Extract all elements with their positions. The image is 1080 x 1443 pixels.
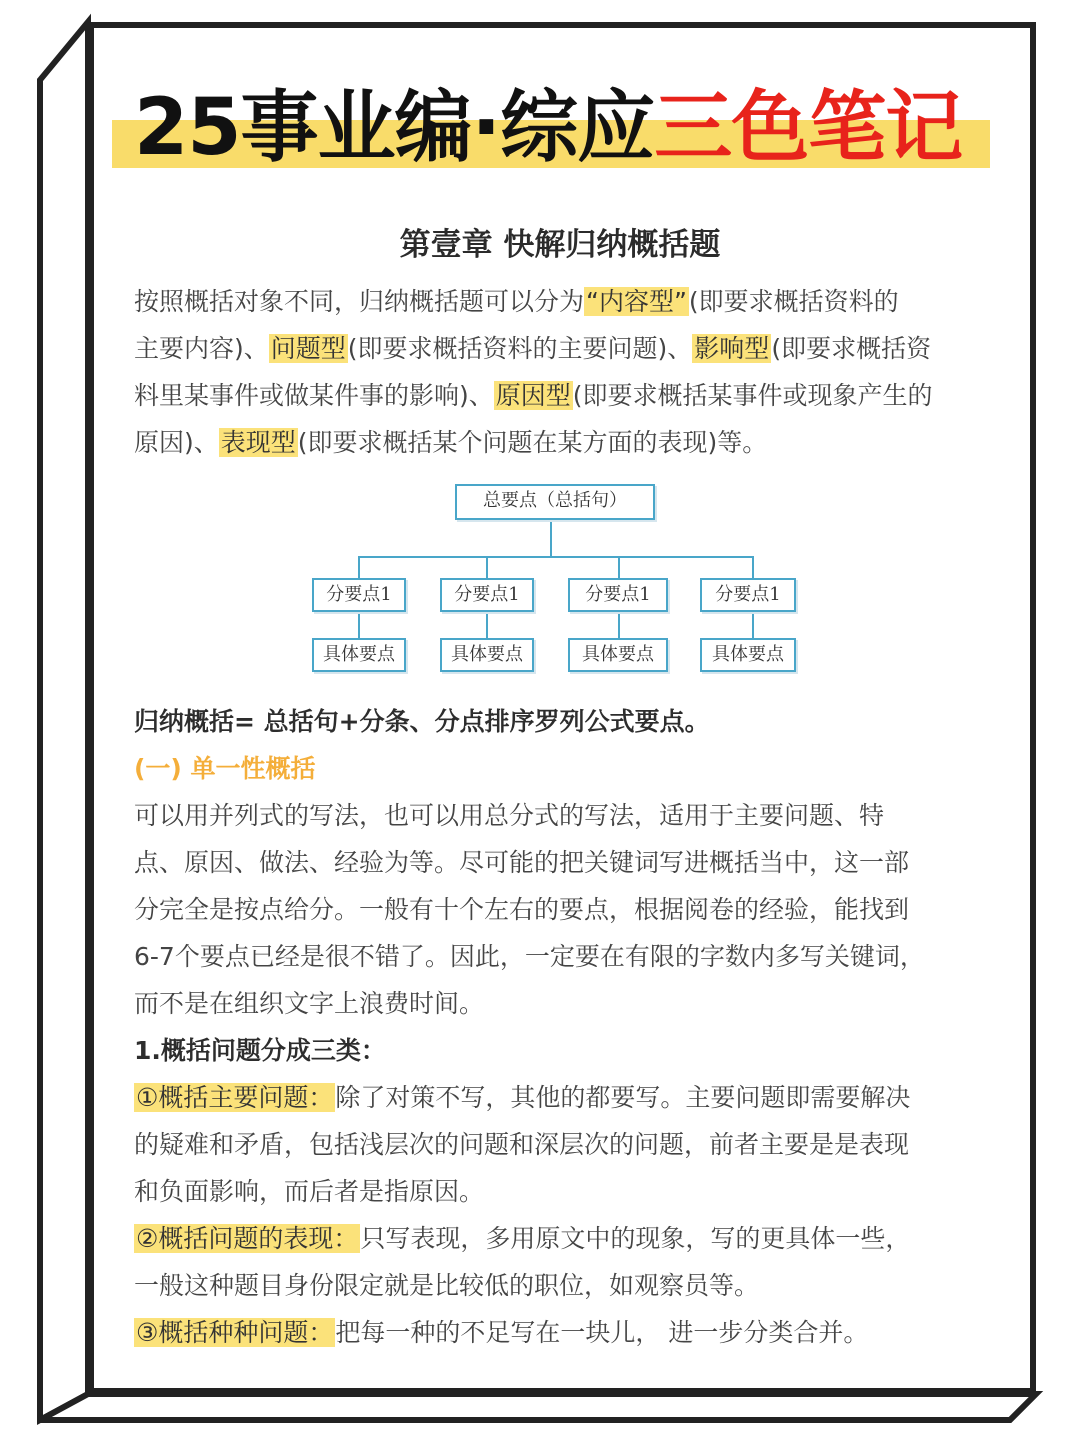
formula-line: 归纳概括= 总括句+分条、分点排序罗列公式要点。: [134, 707, 710, 736]
diagram-sub-4: 分要点1: [700, 578, 796, 612]
body-line: 分完全是按点给分。一般有十个左右的要点，根据阅卷的经验，能找到: [134, 895, 910, 924]
highlight-problem-type: 问题型: [270, 334, 346, 363]
intro-text: 主要内容)、: [134, 334, 269, 363]
diagram-sub-3: 分要点1: [568, 578, 668, 612]
diagram-leaf-2: 具体要点: [440, 638, 534, 672]
body-line: 而不是在组织文字上浪费时间。: [134, 989, 485, 1018]
diagram-sub-1: 分要点1: [312, 578, 406, 612]
body-paragraph: [134, 792, 1004, 1027]
item-1-text: 除了对策不写，其他的都要写。主要问题即需要解决: [335, 1083, 911, 1112]
chapter-heading: 第壹章 快解归纳概括题: [399, 227, 721, 263]
highlight-manifestation-type: 表现型: [220, 428, 296, 457]
diagram-sub-2: 分要点1: [440, 578, 534, 612]
intro-text: 按照概括对象不同，归纳概括题可以分为: [134, 287, 585, 316]
intro-text: (即要求概括资: [771, 334, 932, 363]
highlight-impact-type: 影响型: [694, 334, 770, 363]
item-2-text: 只写表现，多用原文中的现象，写的更具体一些，: [360, 1224, 911, 1253]
item-3-label: ③概括种种问题：: [136, 1318, 334, 1347]
diagram-leaf-1: 具体要点: [312, 638, 406, 672]
subheading: 1.概括问题分成三类：: [134, 1036, 386, 1065]
page-title: [134, 78, 962, 178]
highlight-content-type: “内容型”: [586, 287, 687, 316]
intro-text: (即要求概括资料的: [688, 287, 899, 316]
item-1-text: 和负面影响，而后者是指原因。: [134, 1177, 485, 1206]
diagram-leaf-4: 具体要点: [700, 638, 796, 672]
section-heading: (一) 单一性概括: [134, 754, 316, 783]
item-2-label: ②概括问题的表现：: [136, 1224, 359, 1253]
body-line: 点、原因、做法、经验为等。尽可能的把关键词写进概括当中，这一部: [134, 848, 910, 877]
structure-diagram: [300, 478, 810, 678]
item-list: [134, 1074, 1004, 1356]
title-black: 25事业编·综应: [134, 83, 655, 173]
intro-text: 原因)、: [134, 428, 219, 457]
intro-text: (即要求概括某事件或现象产生的: [572, 381, 933, 410]
body-line: 6-7个要点已经是很不错了。因此，一定要在有限的字数内多写关键词，: [134, 942, 925, 971]
item-2-text: 一般这种题目身份限定就是比较低的职位，如观察员等。: [134, 1271, 760, 1300]
title-red: 三色笔记: [654, 83, 963, 173]
item-1-text: 的疑难和矛盾，包括浅层次的问题和深层次的问题，前者主要是是表现: [134, 1130, 910, 1159]
diagram-leaf-3: 具体要点: [568, 638, 668, 672]
diagram-root: 总要点（总括句）: [455, 484, 655, 520]
intro-paragraph: [134, 278, 1004, 466]
intro-text: 料里某事件或做某件事的影响)、: [134, 381, 494, 410]
body-line: 可以用并列式的写法，也可以用总分式的写法，适用于主要问题、特: [134, 801, 885, 830]
highlight-cause-type: 原因型: [495, 381, 571, 410]
title-banner: [112, 78, 990, 178]
item-3-text: 把每一种的不足写在一块儿， 进一步分类合并。: [335, 1318, 869, 1347]
intro-text: (即要求概括资料的主要问题)、: [347, 334, 693, 363]
item-1-label: ①概括主要问题：: [136, 1083, 334, 1112]
intro-text: (即要求概括某个问题在某方面的表现)等。: [297, 428, 768, 457]
